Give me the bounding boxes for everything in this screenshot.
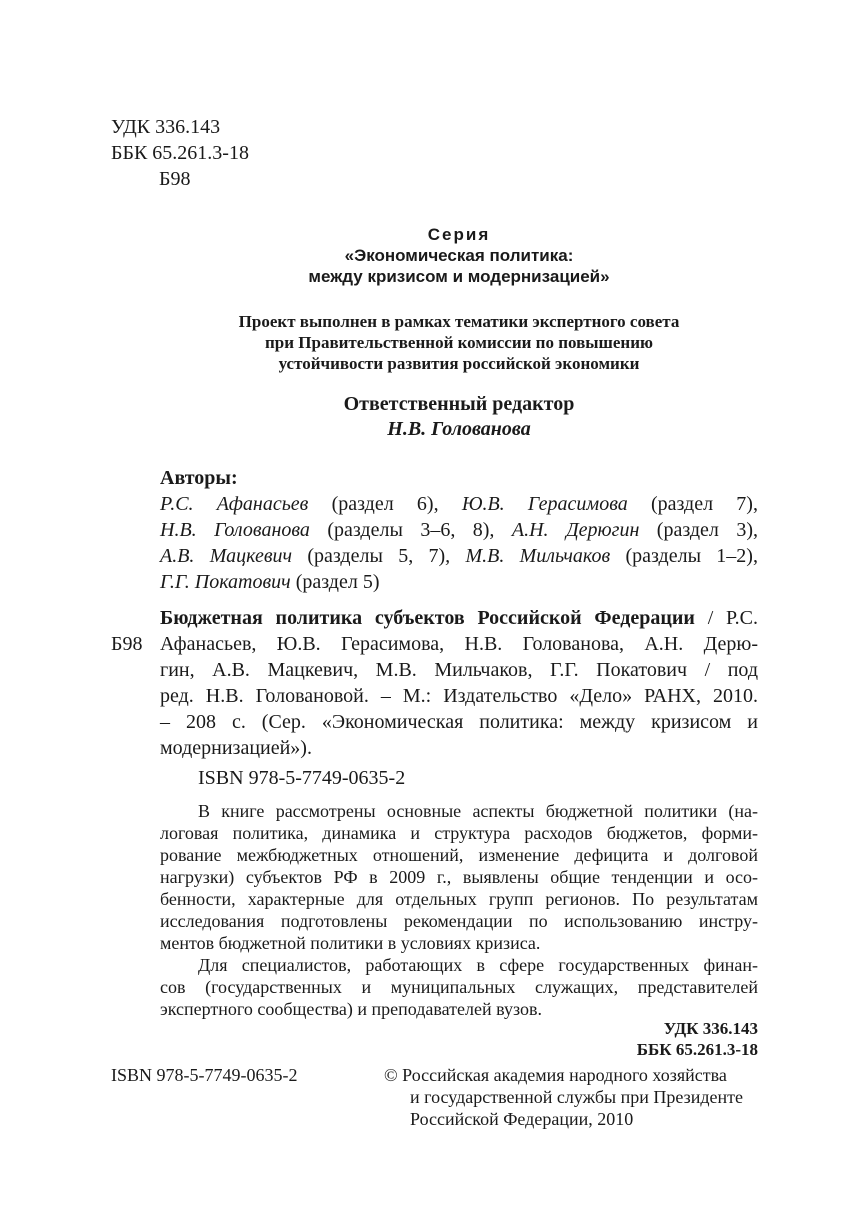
- bottom-bbk-code: ББК 65.261.3-18: [636, 1040, 758, 1059]
- biblio-line2: Афанасьев, Ю.В. Герасимова, Н.В. Голованова, А.Н. Дерю-: [160, 633, 758, 655]
- editor-name: Н.В. Голованова: [387, 418, 531, 440]
- bbk-code: ББК 65.261.3-18: [111, 142, 249, 164]
- author-name: Н.В. Голованова: [160, 519, 310, 541]
- annotation-line: Для специалистов, работающих в сфере государственных финан-: [198, 955, 758, 975]
- author-name: , А.Н. Дерюгин: [489, 519, 640, 541]
- isbn-main: ISBN 978-5-7749-0635-2: [198, 767, 406, 789]
- series-title-line1: «Экономическая политика:: [344, 246, 574, 265]
- author-section: (раздел 5): [290, 571, 380, 593]
- author-name: Г.Г. Покатович: [160, 571, 291, 593]
- project-note: [160, 311, 758, 374]
- project-line2: при Правительственной комиссии по повышению: [264, 333, 654, 352]
- author-section: (разделы 5, 7): [292, 545, 446, 567]
- series-title-line2: между кризисом и модернизацией»: [308, 267, 610, 286]
- series-label: Серия: [427, 225, 491, 244]
- biblio-line1-rest: / Р.С.: [694, 607, 758, 629]
- book-title: Бюджетная политика субъектов Российской Федерации: [160, 607, 695, 629]
- author-mark: Б98: [159, 168, 191, 190]
- project-line1: Проект выполнен в рамках тематики экспертного совета: [238, 312, 680, 331]
- author-name: , М.В. Мильчаков: [445, 545, 611, 567]
- editor-block: [160, 392, 758, 442]
- bibliographic-record: [160, 605, 758, 761]
- author-section: (раздел 3),: [639, 519, 758, 541]
- authors-line3: [160, 543, 758, 569]
- biblio-line5: – 208 с. (Сер. «Экономическая политика: между кризисом и: [160, 711, 758, 733]
- authors-line1: [160, 491, 758, 517]
- editor-label: Ответственный редактор: [343, 393, 575, 415]
- series-block: [160, 224, 758, 287]
- project-line3: устойчивости развития российской экономики: [278, 354, 640, 373]
- bottom-classification-codes: [637, 1018, 758, 1060]
- author-section: (разделы 3–6, 8): [309, 519, 490, 541]
- biblio-line6: модернизацией»).: [160, 737, 312, 759]
- biblio-side-mark: Б98: [111, 633, 143, 655]
- author-section: (раздел 6),: [308, 493, 462, 515]
- udk-code: УДК 336.143: [111, 116, 221, 138]
- biblio-line1: [160, 605, 758, 631]
- biblio-line4: ред. Н.В. Головановой. – М.: Издательство «Дело» РАНХ, 2010.: [160, 685, 758, 707]
- annotation-line: ментов бюджетной политики в условиях кризиса.: [160, 933, 541, 953]
- copyright-line3: Российской Федерации, 2010: [410, 1109, 634, 1129]
- annotation-line: В книге рассмотрены основные аспекты бюджетной политики (на-: [198, 801, 758, 821]
- annotation-line: сов (государственных и муниципальных служащих, представителей: [160, 977, 758, 997]
- classification-codes: [111, 114, 249, 192]
- authors-block: [160, 465, 758, 595]
- author-section: (раздел 7),: [627, 493, 758, 515]
- biblio-line3: гин, А.В. Мацкевич, М.В. Мильчаков, Г.Г. Покатович / под: [160, 659, 758, 681]
- annotation-line: логовая политика, динамика и структура расходов бюджетов, форми-: [160, 823, 758, 843]
- bottom-udk-code: УДК 336.143: [663, 1019, 758, 1038]
- copyright-line1: © Российская академия народного хозяйства: [384, 1065, 727, 1085]
- copyright-line2: и государственной службы при Президенте: [410, 1087, 743, 1107]
- annotation: [160, 800, 758, 1020]
- annotation-line: нагрузки) субъектов РФ в 2009 г., выявлены общие тенденции и осо-: [160, 867, 758, 887]
- author-name: Ю.В. Герасимова: [461, 493, 628, 515]
- authors-line4: [160, 569, 758, 595]
- annotation-line: бенности, характерные для отдельных групп регионов. По результатам: [160, 889, 758, 909]
- annotation-line: экспертного сообщества) и преподавателей вузов.: [160, 999, 543, 1019]
- copyright-notice: [384, 1064, 743, 1130]
- author-name: Р.С. Афанасьев: [160, 493, 309, 515]
- annotation-line: исследования подготовлены рекомендации по использованию инстру-: [160, 911, 758, 931]
- author-section: (разделы 1–2),: [610, 545, 758, 567]
- annotation-line: рование межбюджетных отношений, изменение дефицита и долговой: [160, 845, 758, 865]
- authors-line2: [160, 517, 758, 543]
- authors-label: Авторы:: [160, 467, 238, 489]
- author-name: А.В. Мацкевич: [160, 545, 293, 567]
- isbn-bottom: ISBN 978-5-7749-0635-2: [111, 1065, 298, 1085]
